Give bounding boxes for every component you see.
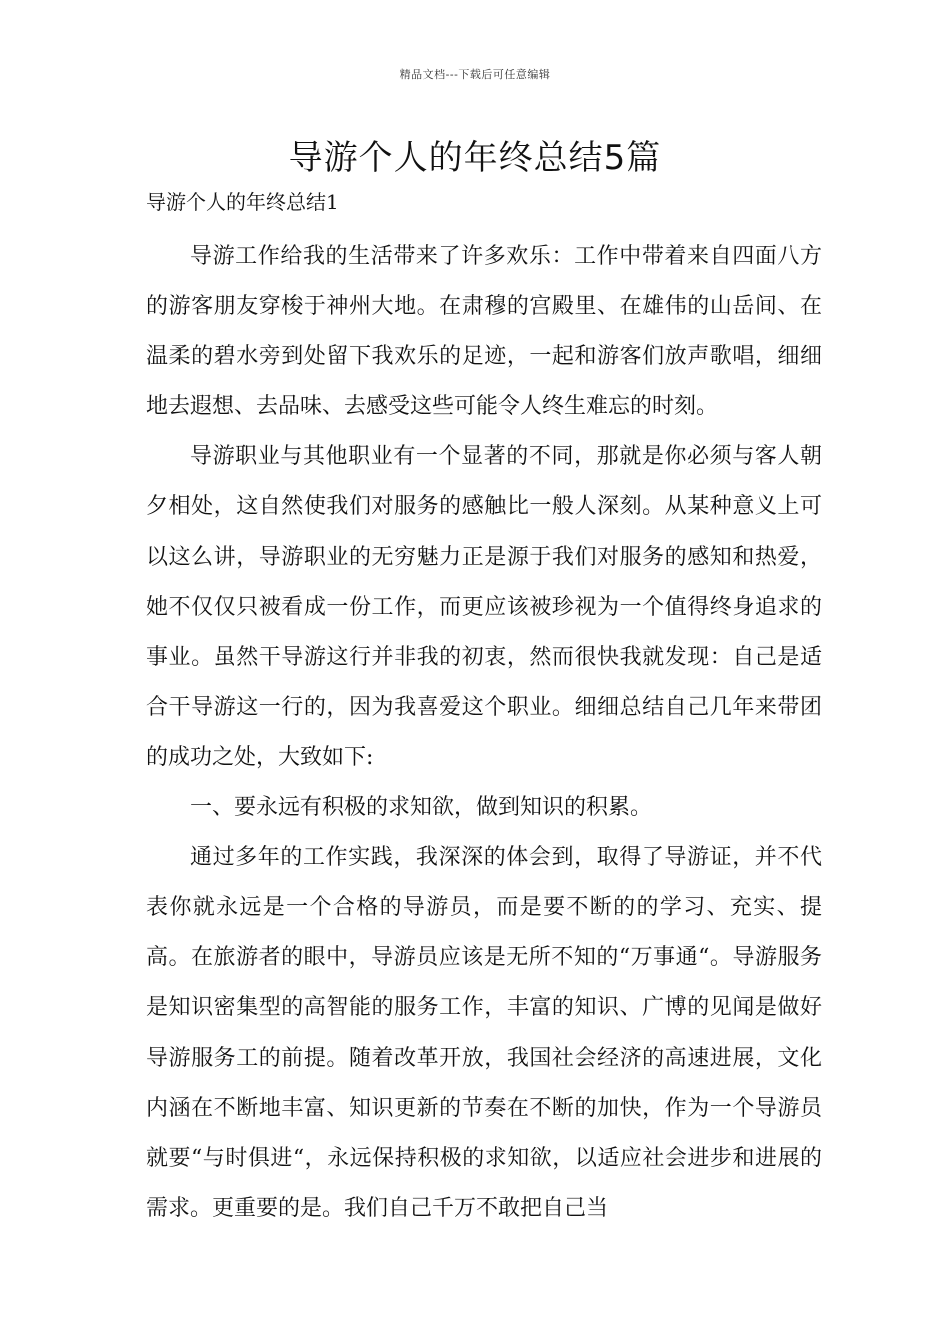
header-note: 精品文档---下载后可任意编辑 — [399, 68, 551, 81]
body-text — [146, 232, 822, 1234]
paragraph: 通过多年的工作实践，我深深的体会到，取得了导游证，并不代表你就永远是一个合格的导游员，而是要不断的的学习、充实、提高。在旅游者的眼中，导游员应该是无所不知的“万事通“。导游服务是知识密集型的高智能的服务工作，丰富的知识、广博的见闻是做好导游服务工的前提。随着改革开放，我国社会经济的高速进展，文化内涵在不断地丰富、知识更新的节奏在不断的加快，作为一个导游员就要“与时俱进“，永远保持积极的求知欲，以适应社会进步和进展的需求。更重要的是。我们自己千万不敢把自己当 — [146, 845, 822, 1221]
paragraph: 导游职业与其他职业有一个显著的不同，那就是你必须与客人朝夕相处，这自然使我们对服务的感触比一般人深刻。从某种意义上可以这么讲，导游职业的无穷魅力正是源于我们对服务的感知和热爱，她不仅仅只被看成一份工作，而更应该被珍视为一个值得终身追求的事业。虽然干导游这行并非我的初衷，然而很快我就发现：自己是适合干导游这一行的，因为我喜爱这个职业。细细总结自己几年来带团的成功之处，大致如下: — [146, 444, 822, 770]
section-heading: 导游个人的年终总结1 — [146, 190, 339, 214]
document-title: 导游个人的年终总结5篇 — [288, 138, 662, 178]
paragraph: 导游工作给我的生活带来了许多欢乐：工作中带着来自四面八方的游客朋友穿梭于神州大地。在肃穆的宫殿里、在雄伟的山岳间、在温柔的碧水旁到处留下我欢乐的足迹，一起和游客们放声歌唱，细细地去遐想、去品味、去感受这些可能令人终生难忘的时刻。 — [146, 244, 822, 420]
paragraph: 一、要永远有积极的求知欲，做到知识的积累。 — [190, 795, 653, 821]
